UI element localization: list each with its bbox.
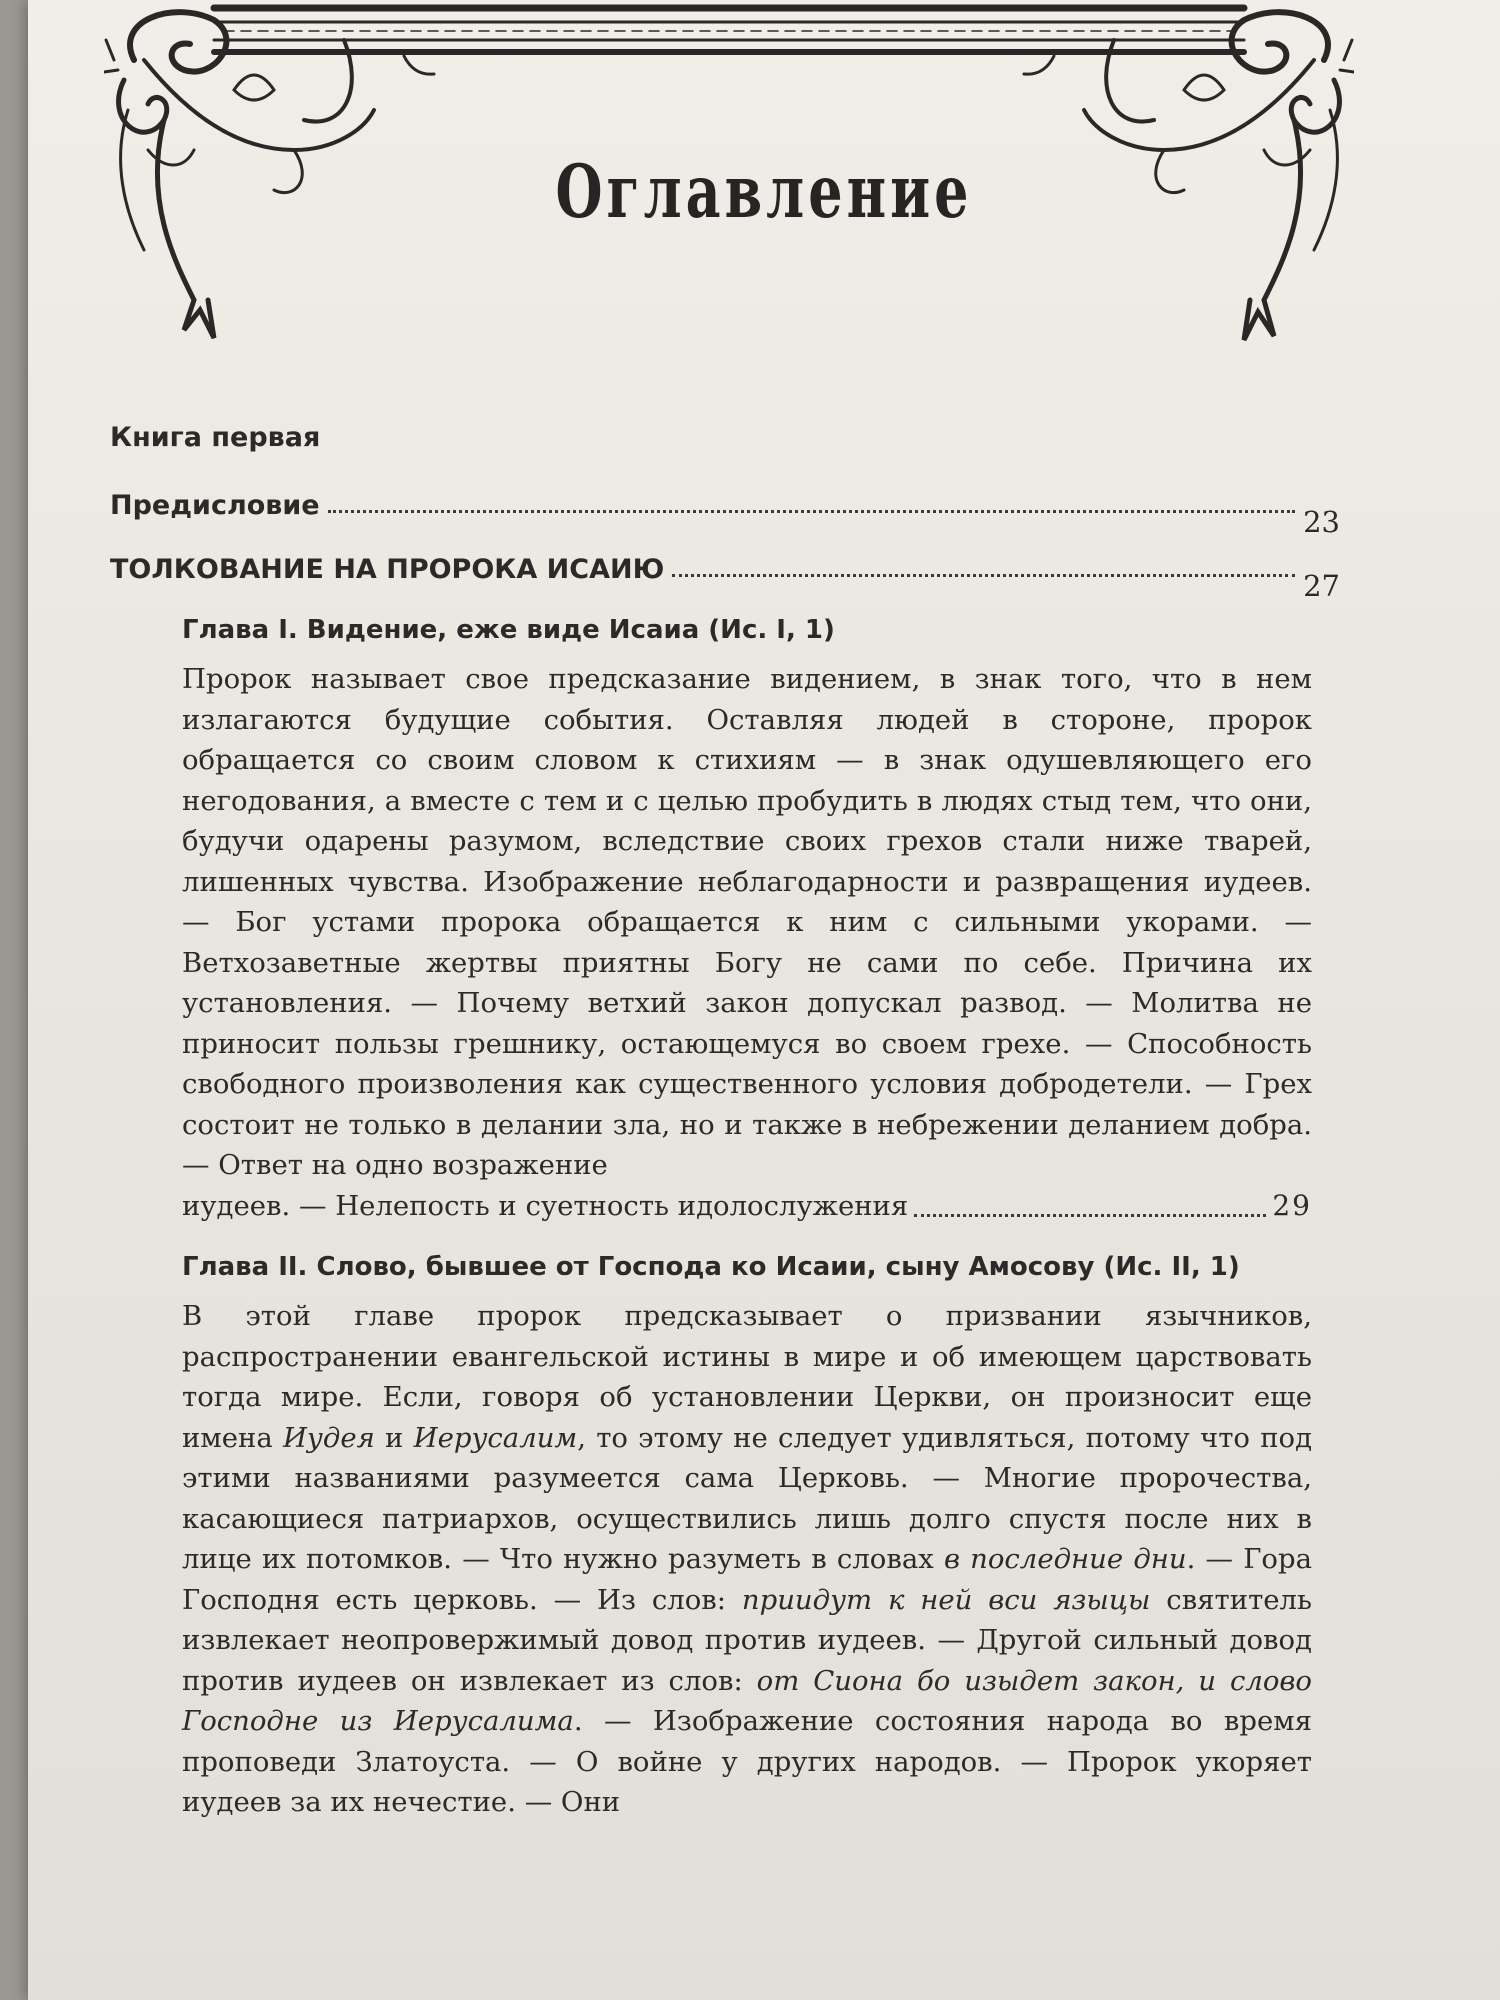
toc-entry-preface[interactable]	[110, 487, 1340, 539]
chapter-2-heading: Глава II. Слово, бывшее от Господа ко Исаии, сыну Амосову (Ис. II, 1)	[182, 1252, 1240, 1282]
chapter-1-last-line-text: иудеев. — Нелепость и суетность идолослужения	[182, 1189, 909, 1222]
italic-run: приидут к ней вси языцы	[741, 1583, 1151, 1616]
chapter-1-entry[interactable]	[182, 615, 1312, 1226]
toc-entry-commentary[interactable]	[110, 551, 1340, 603]
italic-run: Иудея	[282, 1421, 375, 1454]
page-title: Оглавление	[555, 148, 973, 235]
chapter-1-summary-text: Пророк называет свое предсказание видением, в знак того, что в нем излагаются будущие события. Оставляя людей в стороне, пророк обращается со своим словом к стихиям — в знак одушевляющего его негодования, а вместе с тем и с целью пробудить в людях стыд тем, что они, будучи одарены разумом, вследствие своих грехов стали ниже тварей, лишенных чувства. Изображение неблагодарности и развращения иудеев. — Бог устами пророка обращается к ним с сильными укорами. — Ветхозаветные жертвы приятны Богу не сами по себе. Причина их установления. — Почему ветхий закон допускал развод. — Молитва не приносит пользы грешнику, остающемуся во своем грехе. — Способность свободного произволения как существенного условия добродетели. — Грех состоит не только в делании зла, но и также в небрежении деланием добра. — Ответ на одно возражение	[182, 663, 1312, 1181]
dot-leader	[328, 509, 1295, 513]
text-run: В этой главе пророк предсказывает о призвании язычников, распространении евангельской истины в мире и об имеющем царствовать тогда мире. Если, говоря об установлении Церкви, он произносит еще имена	[182, 1300, 1312, 1454]
italic-run: от Сиона бо изыдет закон, и слово Господне из Иерусалима	[182, 1664, 1312, 1737]
chapter-2-summary	[182, 1296, 1312, 1823]
italic-run: Иерусалим	[413, 1421, 578, 1454]
book-heading: Книга первая	[110, 422, 321, 453]
chapter-1-heading: Глава I. Видение, еже виде Исаиа (Ис. I, 1)	[182, 615, 835, 645]
text-run: . — Изображение состояния народа во время проповеди Златоуста. — О войне у других народов. — Пророк укоряет иудеев за их нечестие. — Они	[182, 1705, 1312, 1818]
chapter-2-entry[interactable]	[182, 1252, 1312, 1823]
text-run: , то этому не следует удивляться, потому что под этими названиями разумеется сама Церковь. — Многие пророчества, касающиеся патриархов, осуществились лишь долго спустя после них в лице их потомков. — Что нужно разуметь в словах	[182, 1421, 1313, 1575]
table-of-contents	[110, 410, 1340, 1823]
dot-leader	[914, 1213, 1266, 1217]
dot-leader	[672, 573, 1295, 577]
toc-entry-page: 27	[1303, 569, 1340, 603]
chapter-1-summary	[182, 659, 1312, 1226]
chapter-1-summary-last-line	[182, 1186, 1312, 1227]
book-page	[28, 0, 1500, 2000]
text-run: святитель извлекает неопровержимый довод против иудеев. — Другой сильный довод против иудеев он извлекает из слов:	[182, 1583, 1312, 1697]
chapter-1-page: 29	[1272, 1188, 1312, 1222]
italic-run: в последние дни	[943, 1543, 1187, 1575]
toc-entry-label: Предисловие	[110, 490, 320, 521]
toc-entry-label: ТОЛКОВАНИЕ НА ПРОРОКА ИСАИЮ	[110, 554, 665, 585]
toc-entry-page: 23	[1303, 505, 1340, 539]
text-run: . — Гора Господня есть церковь. — Из слов:	[182, 1543, 1312, 1616]
text-run: и	[374, 1421, 414, 1454]
